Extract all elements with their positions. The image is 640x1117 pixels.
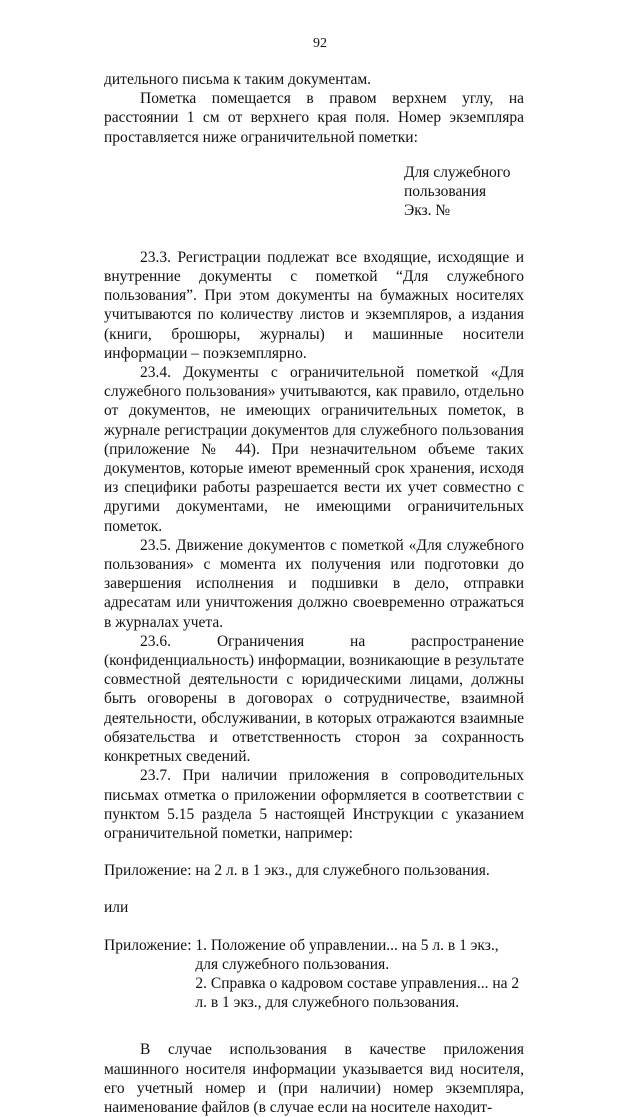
- or-separator: или: [104, 899, 129, 917]
- paragraph-mark-placement: Пометка помещается в правом верхнем углу, на расстоянии 1 см от верхнего края поля. Номер экземпляра проставляется ниже ограничительной пометки:: [104, 90, 524, 146]
- stamp-line-copy-number: Экз. №: [404, 201, 451, 219]
- page-number: 92: [313, 36, 327, 51]
- stamp-line-restriction: Для служебного пользования: [404, 163, 511, 200]
- attachment-label: Приложение:: [104, 936, 196, 954]
- attachment-item-1: 1. Положение об управлении... на 5 л. в 1 экз., для служебного пользования.: [195, 936, 499, 973]
- paragraph-23-6: 23.6. Ограничения на распространение (конфиденциальность) информации, возникающие в результате совместной деятельности с юридическими лицами, должны быть оговорены в договорах о сотрудничестве, взаимной деятельности, обслуживании, в которых отражаются взаимные обязательства и ответственность сторон за сохранность конкретных сведений.: [104, 632, 524, 766]
- attachment-items: [195, 936, 524, 1013]
- paragraph-continuation: дительного письма к таким документам.: [104, 71, 372, 88]
- attachment-example-list: [104, 936, 524, 1013]
- paragraph-23-3: 23.3. Регистрации подлежат все входящие, исходящие и внутренние документы с пометкой “Для служебного пользования”. При этом документы на бумажных носителях учитываются по количеству листов и экземпляров, а издания (книги, брошюры, журналы) и машинные носители информации – поэкземплярно.: [104, 248, 524, 362]
- paragraph-23-4: 23.4. Документы с ограничительной пометкой «Для служебного пользования» учитываются, как правило, отдельно от документов, не имеющих ограничительных пометок, в журнале регистрации документов для служебного пользования (приложение № 44). При незначительном объеме таких документов, которые имеют временный срок хранения, исходя из специфики работы разрешается вести их учет совместно с другими документами, не имеющими ограничительных пометок.: [104, 364, 524, 535]
- attachment-example-single: Приложение: на 2 л. в 1 экз., для служебного пользования.: [104, 862, 490, 880]
- restriction-stamp: [404, 163, 524, 220]
- attachment-item-2: 2. Справка о кадровом составе управления... на 2 л. в 1 экз., для служебного пользования.: [195, 974, 520, 1012]
- paragraph-23-7: 23.7. При наличии приложения в сопроводительных письмах отметка о приложении оформляется в соответствии с пунктом 5.15 раздела 5 настоящей Инструкции с указанием ограничительной пометки, например:: [104, 767, 524, 842]
- paragraph-machine-media: В случае использования в качестве приложения машинного носителя информации указывается вид носителя, его учетный номер и (при наличии) номер экземпляра, наименование файлов (в случае если на носителе находит-: [104, 1041, 524, 1116]
- page-body: [104, 70, 524, 1117]
- paragraph-23-5: 23.5. Движение документов с пометкой «Для служебного пользования» с момента их получения или подготовки до завершения исполнения и подшивки в дело, отправки адресатам или уничтожения должно своевременно отражаться в журналах учета.: [104, 536, 524, 631]
